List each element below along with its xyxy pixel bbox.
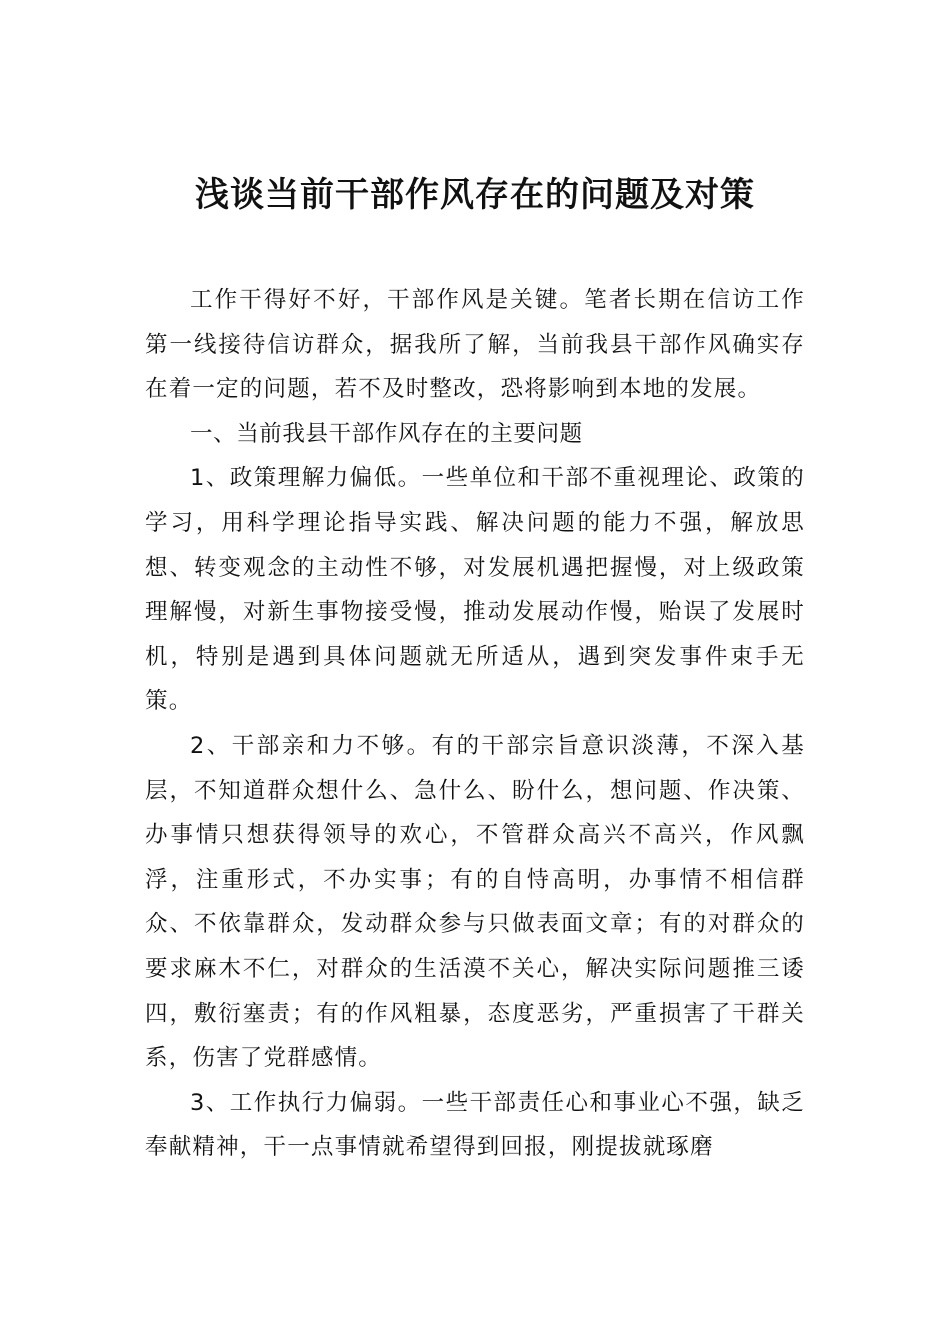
document-title: 浅谈当前干部作风存在的问题及对策 — [195, 175, 755, 215]
item-paragraph — [145, 1081, 805, 1170]
item-text: 一些干部责任心和事业心不强，缺乏奉献精神，干一点事情就希望得到回报，刚提拔就琢磨 — [145, 1089, 805, 1161]
item-text: 有的干部宗旨意识淡薄，不深入基层，不知道群众想什么、急什么、盼什么，想问题、作决策、办事情只想获得领导的欢心，不管群众高兴不高兴，作风飘浮，注重形式，不办实事；有的自恃高明，办事情不相信群众、不依靠群众，发动群众参与只做表面文章；有的对群众的要求麻木不仁，对群众的生活漠不关心，解决实际问题推三诿四，敷衍塞责；有的作风粗暴，态度恶劣，严重损害了干群关系，伤害了党群感情。 — [145, 732, 805, 1072]
section-heading: 一、当前我县干部作风存在的主要问题 — [190, 420, 583, 447]
item-text: 一些单位和干部不重视理论、政策的学习，用科学理论指导实践、解决问题的能力不强，解放思想、转变观念的主动性不够，对发展机遇把握慢，对上级政策理解慢，对新生事物接受慢，推动发展动作慢，贻误了发展时机，特别是遇到具体问题就无所适从，遇到突发事件束手无策。 — [145, 465, 805, 715]
item-paragraph — [145, 456, 805, 724]
intro-paragraph: 工作干得好不好，干部作风是关键。笔者长期在信访工作第一线接待信访群众，据我所了解，当前我县干部作风确实存在着一定的问题，若不及时整改，恐将影响到本地的发展。 — [145, 287, 805, 403]
item-paragraph — [145, 724, 805, 1081]
item-lead: 1、政策理解力偏低。 — [190, 465, 422, 492]
item-lead: 3、工作执行力偏弱。 — [190, 1089, 422, 1116]
item-lead: 2、干部亲和力不够。 — [190, 732, 432, 759]
document-body — [145, 278, 805, 1170]
